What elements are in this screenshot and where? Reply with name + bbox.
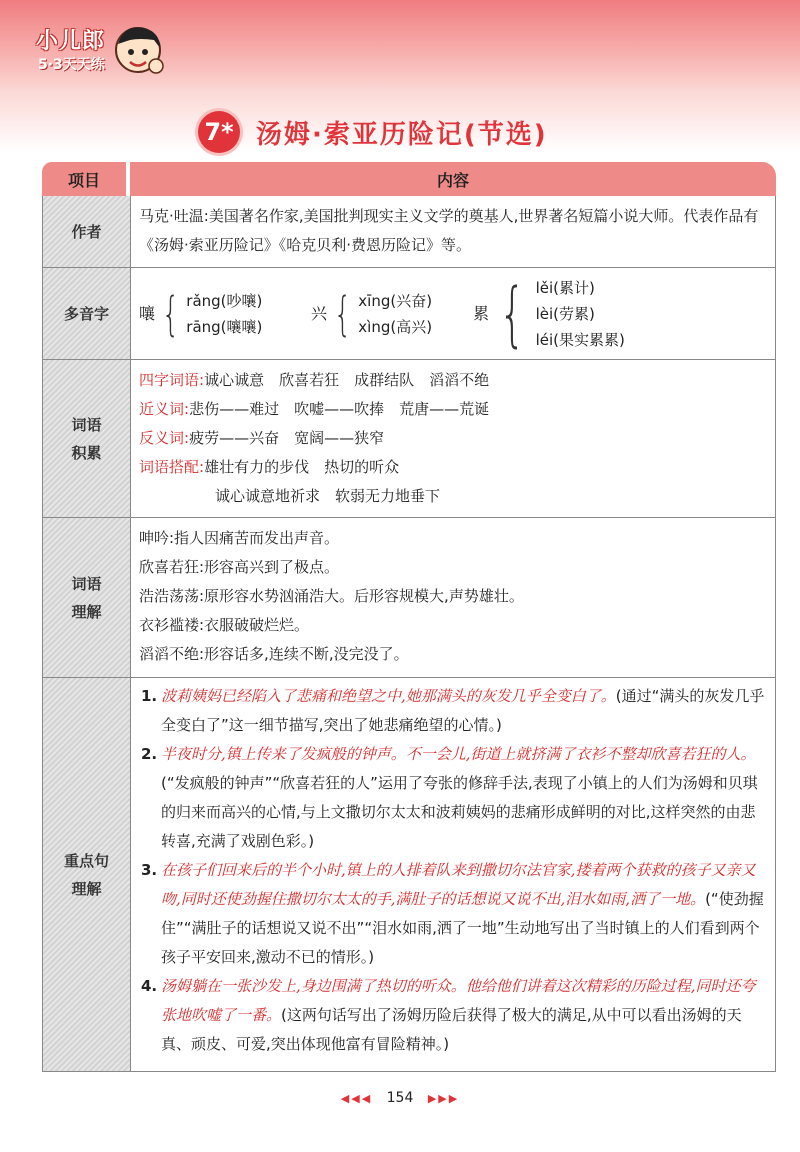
polyphone-char: 累 <box>473 304 490 323</box>
key-quote: 波莉姨妈已经陷入了悲痛和绝望之中,她那满头的灰发几乎全变白了。 <box>161 687 616 705</box>
right-arrows-icon: ▶▶▶ <box>427 1092 460 1105</box>
logo-main-text: 小儿郎 <box>36 29 106 54</box>
vocab-line <box>139 482 767 511</box>
vocab-content <box>131 360 775 517</box>
vocab-tag: 四字词语: <box>139 371 205 389</box>
vocab-tag: 词语搭配: <box>139 458 205 476</box>
definition-line: 衣衫褴褛:衣服破破烂烂。 <box>139 616 310 634</box>
row-key-sentences <box>42 678 776 1072</box>
row-polyphones <box>42 268 776 360</box>
key-quote: 半夜时分,镇上传来了发疯般的钟声。不一会儿,街道上就挤满了衣衫不整却欣喜若狂的人。 <box>161 745 756 763</box>
polyphone-reading: xìng(高兴) <box>358 317 433 336</box>
understanding-content <box>131 518 775 677</box>
author-text: 马克·吐温:美国著名作家,美国批判现实主义文学的奠基人,世界著名短篇小说大师。代表作品有《汤姆·索亚历险记》《哈克贝利·费恩历险记》等。 <box>139 207 759 254</box>
label-vocab-line2: 积累 <box>71 443 102 462</box>
label-vocab-line1: 词语 <box>71 415 102 434</box>
vocab-line <box>139 395 767 424</box>
item-number: 4. <box>141 977 158 995</box>
label-key-line2: 理解 <box>71 879 102 898</box>
lesson-number-badge: 7* <box>198 111 240 153</box>
item-number: 3. <box>141 861 158 879</box>
polyphone-reading: rāng(嚷嚷) <box>186 317 263 336</box>
polyphone-reading: xīng(兴奋) <box>358 291 433 310</box>
polyphone-reading: lěi(累计) <box>535 278 595 297</box>
table-header <box>42 162 776 196</box>
label-understanding-line2: 理解 <box>71 602 102 621</box>
polyphones-content <box>131 268 775 359</box>
polyphone-char: 嚷 <box>139 304 156 323</box>
key-sentence-item <box>141 972 765 1059</box>
key-sentences-content <box>131 678 775 1071</box>
polyphone-reading: léi(果实累累) <box>535 330 625 349</box>
definition-line: 欣喜若狂:形容高兴到了极点。 <box>139 558 340 576</box>
polyphone-reading: rǎng(吵嚷) <box>186 291 263 310</box>
key-note: (“发疯般的钟声”“欣喜若狂的人”运用了夸张的修辞手法,表现了小镇上的人们为汤姆和贝琪的归来而高兴的心情,与上文撒切尔太太和波莉姨妈的悲痛形成鲜明的对比,这样突然的由悲转喜,充满了戏剧色彩。) <box>161 774 758 850</box>
vocab-line <box>139 453 767 482</box>
polyphone-group <box>473 272 625 355</box>
polyphone-char: 兴 <box>311 304 328 323</box>
key-sentence-item <box>141 856 765 972</box>
header-content: 内容 <box>436 170 469 190</box>
brace-icon: { <box>333 286 352 341</box>
logo-sub-text: 5·3天天练 <box>38 57 105 73</box>
polyphone-group <box>139 288 311 340</box>
lesson-title: 汤姆·索亚历险记(节选) <box>256 119 548 150</box>
row-understanding <box>42 518 776 678</box>
label-polyphones: 多音字 <box>43 268 131 359</box>
row-author <box>42 196 776 268</box>
label-author: 作者 <box>43 196 131 267</box>
lesson-heading <box>198 110 548 154</box>
left-arrows-icon: ◀◀◀ <box>340 1092 373 1105</box>
vocab-tag: 近义词: <box>139 400 190 418</box>
header-item: 项目 <box>42 162 130 196</box>
brand-logo <box>36 24 166 88</box>
vocab-tag: 反义词: <box>139 429 190 447</box>
mascot-boy-icon <box>110 22 166 82</box>
vocab-text: 疲劳——兴奋 宽阔——狭窄 <box>189 429 385 447</box>
vocab-line <box>139 424 767 453</box>
polyphone-reading: lèi(劳累) <box>535 304 595 323</box>
vocab-text: 悲伤——难过 吹嘘——吹捧 荒唐——荒诞 <box>189 400 490 418</box>
vocab-text: 诚心诚意 欣喜若狂 成群结队 滔滔不绝 <box>204 371 490 389</box>
vocab-text: 诚心诚意地祈求 软弱无力地垂下 <box>215 487 441 505</box>
key-sentence-item <box>141 740 765 856</box>
definition-line: 呻吟:指人因痛苦而发出声音。 <box>139 529 340 547</box>
key-note: (“使劲握住”“满肚子的话想说又说不出”“泪水如雨,洒了一地”生动地写出了当时镇上的人们看到两个孩子平安回来,激动不已的情形。) <box>161 890 764 966</box>
label-key-line1: 重点句 <box>63 851 109 870</box>
label-vocab <box>43 360 131 517</box>
study-table <box>42 162 776 1072</box>
definition-line: 滔滔不绝:形容话多,连续不断,没完没了。 <box>139 645 409 663</box>
key-note: (通过“满头的灰发几乎全变白了”这一细节描写,突出了她悲痛绝望的心情。) <box>161 687 765 734</box>
page-number: 154 <box>386 1090 414 1106</box>
item-number: 1. <box>141 687 158 705</box>
key-quote: 在孩子们回来后的半个小时,镇上的人排着队来到撒切尔法官家,搂着两个获救的孩子又亲又吻,同时还使劲握住撒切尔太太的手,满肚子的话想说又说不出,泪水如雨,洒了一地。 <box>161 861 756 908</box>
label-understanding-line1: 词语 <box>71 574 102 593</box>
brace-icon: { <box>498 272 526 355</box>
key-quote: 汤姆躺在一张沙发上,身边围满了热切的听众。他给他们讲着这次精彩的历险过程,同时还夸张地吹嘘了一番。 <box>161 977 756 1024</box>
label-key-sentences <box>43 678 131 1071</box>
page-footer <box>0 1090 800 1106</box>
label-understanding <box>43 518 131 677</box>
key-sentence-item <box>141 682 765 740</box>
vocab-text: 雄壮有力的步伐 热切的听众 <box>204 458 400 476</box>
definition-line: 浩浩荡荡:原形容水势汹涌浩大。后形容规模大,声势雄壮。 <box>139 587 524 605</box>
polyphone-group <box>311 288 473 340</box>
item-number: 2. <box>141 745 158 763</box>
brace-icon: { <box>161 286 180 341</box>
vocab-line <box>139 366 767 395</box>
row-vocab <box>42 360 776 518</box>
key-note: (这两句话写出了汤姆历险后获得了极大的满足,从中可以看出汤姆的天真、顽皮、可爱,突出体现他富有冒险精神。) <box>161 1006 742 1053</box>
